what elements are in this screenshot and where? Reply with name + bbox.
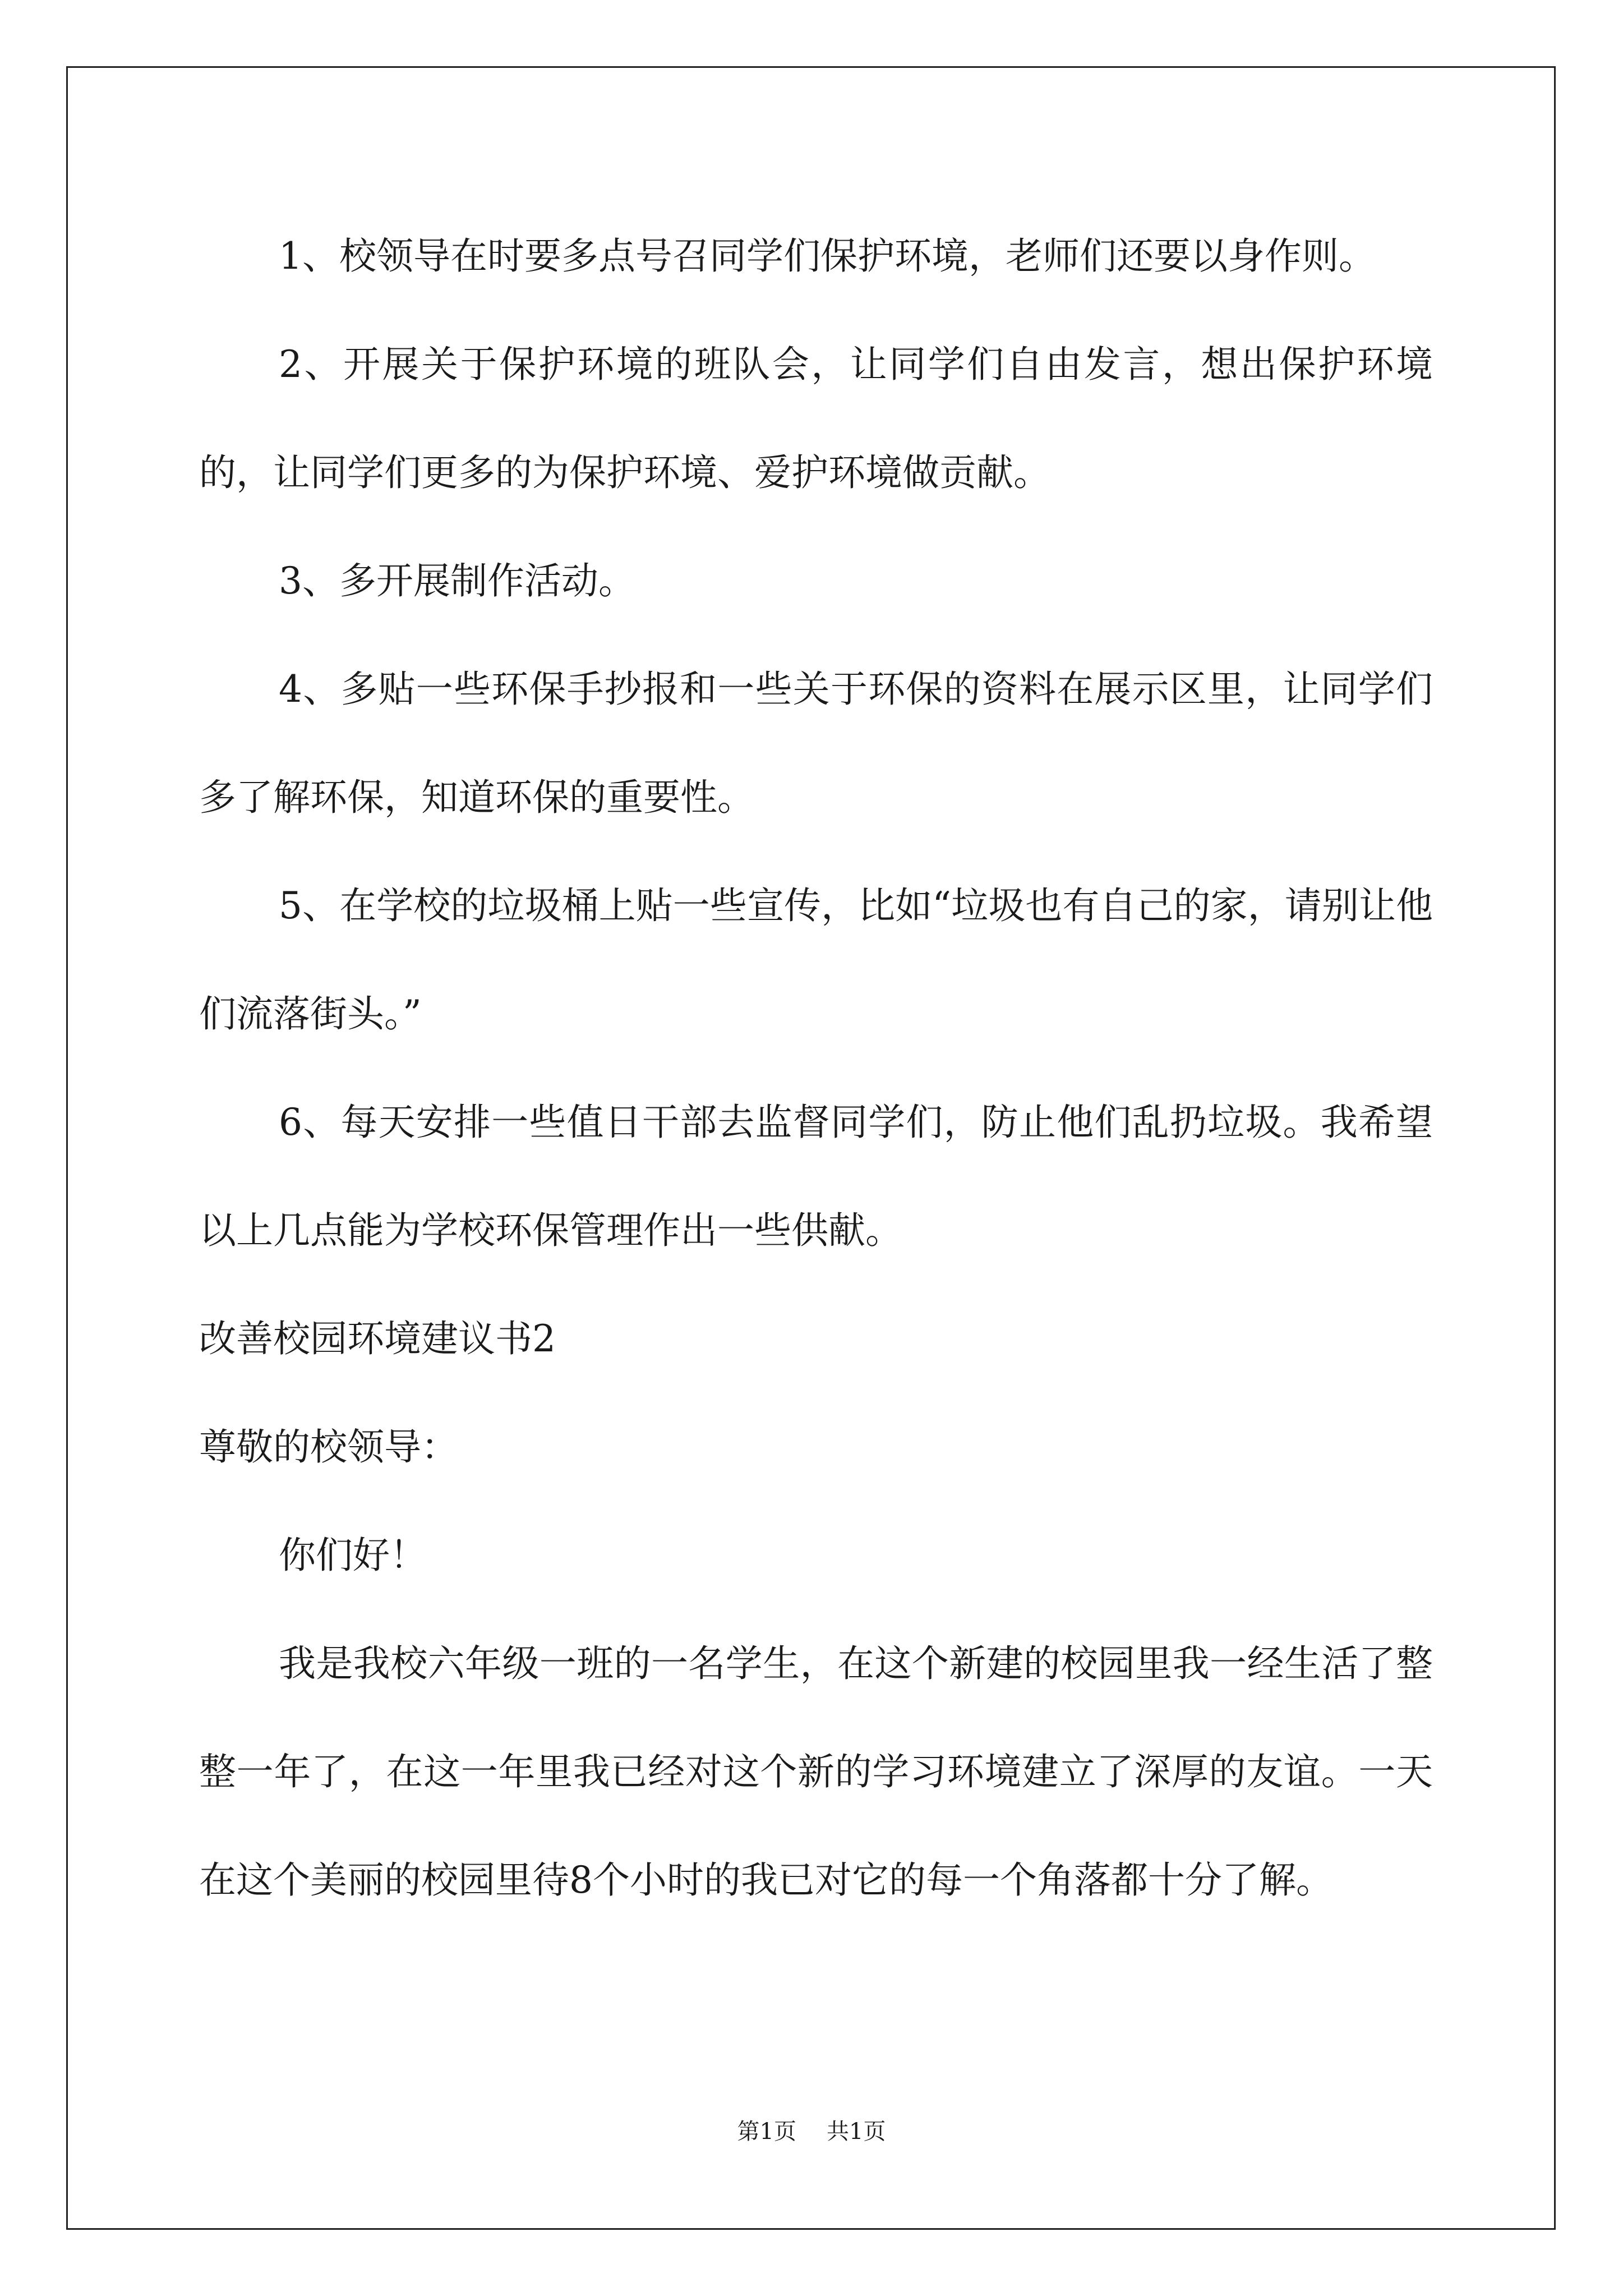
paragraph-1: 1、校领导在时要多点号召同学们保护环境，老师们还要以身作则。	[279, 234, 1376, 278]
paragraph-5: 5、在学校的垃圾桶上贴一些宣传，比如“垃圾也有自己的家，请别让他们流落街头。”	[199, 884, 1433, 1036]
page-number: 第1页	[737, 2119, 796, 2145]
page-footer	[0, 2118, 1623, 2146]
paragraph-3: 3、多开展制作活动。	[279, 559, 635, 602]
paragraph-6: 6、每天安排一些值日干部去监督同学们，防止他们乱扔垃圾。我希望以上几点能为学校环保管理作出一些供献。	[199, 1101, 1433, 1252]
salutation: 尊敬的校领导：	[199, 1425, 458, 1469]
paragraph-4: 4、多贴一些环保手抄报和一些关于环保的资料在展示区里，让同学们多了解环保，知道环保的重要性。	[199, 668, 1433, 819]
paragraph-body: 我是我校六年级一班的一名学生，在这个新建的校园里我一经生活了整整一年了，在这一年里我已经对这个新的学习环境建立了深厚的友谊。一天在这个美丽的校园里待8个小时的我已对它的每一个角落都十分了解。	[199, 1642, 1433, 1902]
greeting: 你们好！	[279, 1534, 427, 1577]
document-body	[199, 202, 1433, 1934]
page-total: 共1页	[827, 2119, 886, 2145]
section-title: 改善校园环境建议书2	[199, 1317, 556, 1360]
paragraph-2: 2、开展关于保护环境的班队会，让同学们自由发言，想出保护环境的，让同学们更多的为保护环境、爱护环境做贡献。	[199, 343, 1433, 494]
